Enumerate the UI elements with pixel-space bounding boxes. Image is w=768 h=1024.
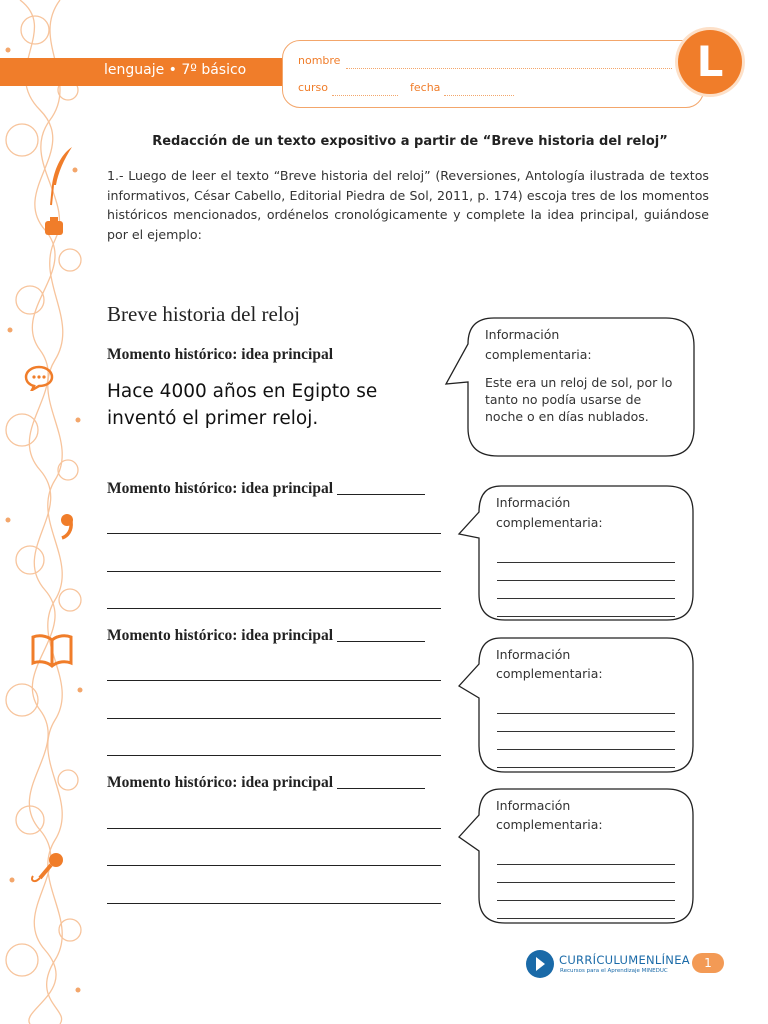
footer-tagline: Recursos para el Aprendizaje MINEDUC: [560, 968, 668, 974]
answer-line[interactable]: [107, 903, 441, 904]
subject-label: lenguaje • 7º básico: [104, 62, 247, 78]
example-bubble-body: Este era un reloj de sol, por lo tanto no podía usarse de noche o en días nublados.: [485, 375, 673, 424]
instructions: 1.- Luego de leer el texto “Breve historia del reloj” (Reversiones, Antología ilustrada de textos informativos, César Cabello, Editorial Piedra de Sol, 2011, p. 174) escoja tres de los momentos históricos mencionados, ordénelos cronológicamente y complete la idea principal, guiándose por el ejemplo:: [107, 168, 709, 242]
bubble-answer-line[interactable]: [497, 918, 675, 919]
bubble-title-line1: Información: [496, 798, 571, 813]
bubble-title-line2: complementaria:: [485, 347, 592, 362]
moment-label-1: Momento histórico: idea principal: [107, 480, 425, 498]
course-label: curso: [298, 81, 329, 94]
example-line-2: inventó el primer reloj.: [107, 408, 319, 429]
moment-label-example: Momento histórico: idea principal: [107, 346, 334, 363]
footer-brand: CURRÍCULUMENLÍNEA: [559, 953, 690, 967]
answer-line[interactable]: [107, 533, 441, 534]
page-title: Redacción de un texto expositivo a partir de “Breve historia del reloj”: [152, 134, 668, 149]
bubble-title-line2: complementaria:: [496, 817, 603, 832]
bubble-answer-line[interactable]: [497, 900, 675, 901]
open-book-icon: [30, 632, 74, 668]
bubble-answer-line[interactable]: [497, 731, 675, 732]
comma-icon: [58, 512, 76, 540]
date-field[interactable]: [444, 95, 514, 96]
bubble-answer-line[interactable]: [497, 864, 675, 865]
info-bubble-3: [455, 787, 697, 929]
moment-label-2: Momento histórico: idea principal: [107, 627, 425, 645]
bubble-title-line1: Información: [485, 327, 560, 342]
bubble-answer-line[interactable]: [497, 598, 675, 599]
bubble-answer-line[interactable]: [497, 882, 675, 883]
name-label: nombre: [298, 54, 341, 67]
page-number: 1: [692, 953, 724, 973]
answer-line[interactable]: [107, 718, 441, 719]
date-label: fecha: [410, 81, 441, 94]
subject-logo: L: [678, 30, 742, 94]
info-bubble-1: [455, 484, 697, 626]
info-bubble-2: [455, 636, 697, 778]
course-field[interactable]: [332, 95, 398, 96]
microphone-icon: [28, 850, 68, 890]
answer-line[interactable]: [107, 608, 441, 609]
bubble-answer-line[interactable]: [497, 713, 675, 714]
answer-line[interactable]: [107, 755, 441, 756]
bubble-answer-line[interactable]: [497, 749, 675, 750]
inkwell-icon: [42, 215, 66, 237]
bubble-title-line2: complementaria:: [496, 515, 603, 530]
example-line-1: Hace 4000 años en Egipto se: [107, 381, 378, 402]
curriculum-logo-icon: [526, 950, 554, 978]
answer-line[interactable]: [107, 828, 441, 829]
student-info-form: [282, 40, 704, 108]
bubble-answer-line[interactable]: [497, 767, 675, 768]
answer-line[interactable]: [107, 571, 441, 572]
bubble-answer-line[interactable]: [497, 616, 675, 617]
bubble-title-line2: complementaria:: [496, 666, 603, 681]
bubble-title-line1: Información: [496, 495, 571, 510]
speech-bubble-icon: [24, 365, 54, 391]
name-field[interactable]: [346, 68, 672, 69]
bubble-title-line1: Información: [496, 647, 571, 662]
bubble-answer-line[interactable]: [497, 562, 675, 563]
example-main-idea: [107, 378, 377, 432]
moment-label-3: Momento histórico: idea principal: [107, 774, 425, 792]
bubble-answer-line[interactable]: [497, 580, 675, 581]
answer-line[interactable]: [107, 680, 441, 681]
quill-icon: [46, 145, 76, 207]
answer-line[interactable]: [107, 865, 441, 866]
worksheet-subtitle: Breve historia del reloj: [107, 302, 301, 326]
